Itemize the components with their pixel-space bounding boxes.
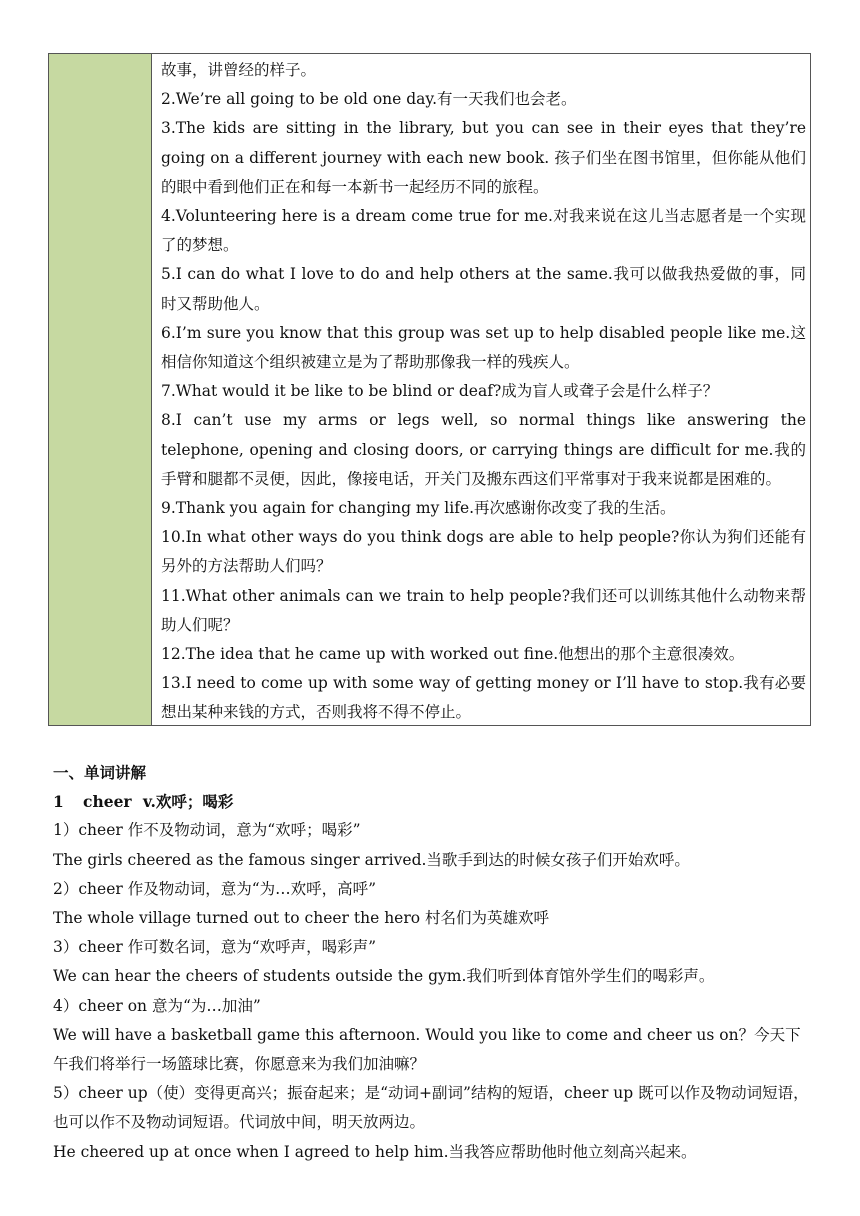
sentence-item: 13.I need to come up with some way of getting money or I’ll have to stop.我有必要想出某种来钱的方式，否则我将不得不停止。 [161,674,806,722]
note-line: 3）cheer 作可数名词，意为“欢呼声，喝彩声” [53,938,377,957]
note-line: We will have a basketball game this afternoon. Would you like to come and cheer us on？今天下午我们将举行一场篮球比赛，你愿意来为我们加油嘛？ [53,1025,801,1074]
sentence-item: 10.In what other ways do you think dogs are able to help people?你认为狗们还能有另外的方法帮助人们吗？ [161,528,806,576]
note-line: 2）cheer 作及物动词，意为“为…欢呼，高呼” [53,879,377,898]
sentence-item: 2.We’re all going to be old one day.有一天我们也会老。 [161,90,577,109]
entry-number: 1 [53,792,64,812]
sentence-item: 9.Thank you again for changing my life.再次感谢你改变了我的生活。 [161,499,676,518]
sentence-item: 3.The kids are sitting in the library, but you can see in their eyes that they’re going on a different journey with each new book. 孩子们坐在图书馆里，但你能从他们的眼中看到他们正在和每一本新书一起经历不同的旅程。 [161,119,806,196]
note-line: The girls cheered as the famous singer arrived.当歌手到达的时候女孩子们开始欢呼。 [53,850,690,869]
sentence-item: 8.I can’t use my arms or legs well, so normal things like answering the telephone, opening and closing doors, or carrying things are difficult for me.我的手臂和腿都不灵便，因此，像接电话，开关门及搬东西这们平常事对于我来说都是困难的。 [161,411,806,488]
note-line: We can hear the cheers of students outside the gym.我们听到体育馆外学生们的喝彩声。 [53,967,715,986]
note-line: The whole village turned out to cheer the hero 村名们为英雄欢呼 [53,909,550,928]
note-line: 1）cheer 作不及物动词，意为“欢呼；喝彩” [53,821,361,840]
note-line: 5）cheer up（使）变得更高兴；振奋起来；是“动词+副词”结构的短语，cheer up 既可以作及物动词短语，也可以作不及物动词短语。代词放中间，明天放两边。 [53,1084,809,1132]
sentence-item: 11.What other animals can we train to help people?我们还可以训练其他什么动物来帮助人们呢？ [161,586,806,634]
sentence-item: 12.The idea that he came up with worked out fine.他想出的那个主意很凑效。 [161,645,745,664]
entry-word: cheer [83,792,132,812]
note-line: He cheered up at once when I agreed to help him.当我答应帮助他时他立刻高兴起来。 [53,1142,697,1161]
sentence-item: 5.I can do what I love to do and help others at the same.我可以做我热爱做的事，同时又帮助他人。 [161,265,806,313]
table-label-cell [49,54,152,725]
sentence-list [152,54,810,725]
note-line: 4）cheer on 意为“为…加油” [53,996,261,1015]
entry-meaning: v.欢呼；喝彩 [143,792,234,812]
sentence-item: 7.What would it be like to be blind or deaf?成为盲人或聋子会是什么样子？ [161,382,719,401]
sentence-item: 4.Volunteering here is a dream come true for me.对我来说在这儿当志愿者是一个实现了的梦想。 [161,207,806,255]
vocabulary-notes [53,758,813,1167]
sentence-item: 故事，讲曾经的样子。 [161,61,317,79]
entry-heading [53,787,813,816]
sentence-table [48,53,811,726]
sentence-item: 6.I’m sure you know that this group was set up to help disabled people like me.这相信你知道这个组织被建立是为了帮助那像我一样的残疾人。 [161,323,806,372]
section-title: 一、单词讲解 [53,763,147,782]
